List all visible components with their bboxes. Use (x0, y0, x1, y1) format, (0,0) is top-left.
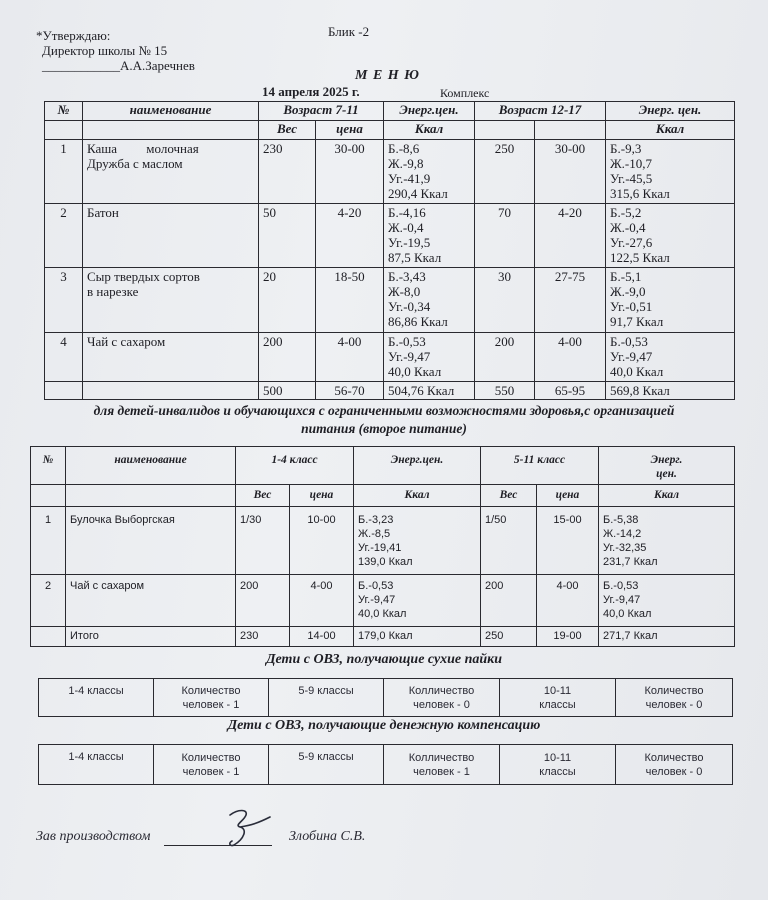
count-cell (384, 745, 500, 785)
nutrient-fat: Ж.-9,8 (388, 156, 424, 171)
dish-name: Сыр твердых сортов (87, 269, 200, 284)
price-cell: 18-50 (316, 268, 384, 333)
weight-cell: 1/50 (481, 507, 537, 575)
price-cell: 4-00 (537, 575, 599, 627)
count-value: человек - 1 (413, 765, 470, 778)
nutrient-protein: Б.-3,23 (358, 514, 394, 526)
count-cell (616, 679, 733, 717)
weight-cell: 200 (236, 575, 290, 627)
energy-kcal: 40,0 Ккал (358, 608, 407, 620)
nutrient-carbs: Уг.-9,47 (610, 349, 653, 364)
nutrient-carbs: Уг.-45,5 (610, 171, 653, 186)
nutrient-fat: Ж.-10,7 (610, 156, 653, 171)
table-header-row (45, 102, 735, 121)
nutrient-protein: Б.-5,2 (610, 205, 642, 220)
count-cell (384, 679, 500, 717)
nutrient-protein: Б.-9,3 (610, 141, 642, 156)
total-label: Итого (66, 627, 236, 647)
nutrient-fat: Ж.-9,0 (610, 284, 646, 299)
total-weight: 250 (481, 627, 537, 647)
count-label: Колличество (408, 684, 475, 697)
section2-subtitle: питания (второе питание) (301, 421, 467, 436)
menu-table-main (44, 101, 735, 400)
dish-name-cont: в нарезке (87, 284, 139, 299)
nutrient-fat: Ж.-14,2 (603, 528, 642, 540)
col-num-header: № (31, 447, 66, 485)
director-label: Директор школы № 15 (42, 43, 168, 58)
grade-range: 1-4 классы (68, 751, 124, 763)
col-class1-header: 1-4 класс (236, 447, 354, 485)
dish-name: Чай с сахаром (87, 334, 166, 349)
nutrient-protein: Б.-8,6 (388, 141, 420, 156)
count-label: Количество (181, 751, 241, 764)
weight-cell: 50 (259, 204, 316, 268)
count-value: человек - 0 (413, 698, 470, 711)
table-subheader-row (45, 121, 735, 140)
total-price: 56-70 (316, 382, 384, 400)
price-cell: 15-00 (537, 507, 599, 575)
weight-cell: 20 (259, 268, 316, 333)
total-weight: 500 (259, 382, 316, 400)
col-age1-header: Возраст 7-11 (259, 102, 384, 121)
col-name-header: наименование (83, 102, 259, 121)
price-cell: 30-00 (316, 140, 384, 204)
energy-kcal: 231,7 Ккал (603, 556, 658, 568)
nutrient-protein: Б.-5,1 (610, 269, 642, 284)
count-value: человек - 1 (182, 698, 240, 711)
dry-rations-title: Дети с ОВЗ, получающие сухие пайки (265, 652, 503, 667)
dish-name: Чай с сахаром (66, 575, 236, 627)
table-row (45, 333, 735, 382)
count-cell (616, 745, 733, 785)
energy-kcal: 315,6 Ккал (610, 186, 670, 201)
price-cell: 4-00 (290, 575, 354, 627)
nutrient-fat: Ж.-0,4 (388, 220, 424, 235)
weight-cell: 1/30 (236, 507, 290, 575)
dish-name: Батон (87, 205, 119, 220)
nutrient-carbs: Уг.-41,9 (388, 171, 431, 186)
section2-title: для детей-инвалидов и обучающихся с ограниченными возможностями здоровья,с организацией (93, 403, 675, 418)
weight-cell: 200 (259, 333, 316, 382)
col-energy1-header: Энерг.цен. (354, 447, 481, 485)
nutrient-carbs: Уг.-19,41 (358, 542, 402, 554)
energy-kcal: 122,5 Ккал (610, 250, 670, 265)
count-label: Количество (644, 684, 704, 697)
row-num: 3 (45, 268, 83, 333)
energy-kcal: 86,86 Ккал (388, 314, 448, 329)
grade-range-cont: классы (539, 765, 576, 778)
total-weight: 230 (236, 627, 290, 647)
nutrient-protein: Б.-0,53 (603, 580, 639, 592)
nutrient-fat: Ж-8,0 (388, 284, 421, 299)
nutrient-protein: Б.-0,53 (388, 334, 426, 349)
table-row (45, 140, 735, 204)
col-class2-header: 5-11 класс (481, 447, 599, 485)
col-energy2-header: Энерг. цен. (606, 102, 735, 121)
nutrient-fat: Ж.-0,4 (610, 220, 646, 235)
nutrient-protein: Б.-5,38 (603, 514, 639, 526)
col-energy2-header: Энерг. (650, 454, 683, 466)
compensation-row (39, 745, 733, 785)
grade-range: 10-11 (543, 684, 572, 697)
col-energy2-header-cont: цен. (656, 468, 677, 480)
total-kcal: 179,0 Ккал (354, 627, 481, 647)
grade-range-cont: классы (539, 698, 576, 711)
nutrient-carbs: Уг.-9,47 (388, 349, 431, 364)
col-kcal1-header: Ккал (354, 485, 481, 507)
price-cell: 4-20 (316, 204, 384, 268)
total-kcal: 504,76 Ккал (384, 382, 475, 400)
dish-name: Каша молочная (87, 141, 199, 156)
total-kcal: 569,8 Ккал (606, 382, 735, 400)
grade-range-cell (269, 745, 384, 785)
col-kcal2-header: Ккал (606, 121, 735, 140)
energy-kcal: 139,0 Ккал (358, 556, 413, 568)
col-age2-header: Возраст 12-17 (475, 102, 606, 121)
grade-range-cell (500, 745, 616, 785)
nutrient-protein: Б.-0,53 (610, 334, 648, 349)
menu-title: М Е Н Ю (355, 68, 420, 83)
count-label: Количество (181, 684, 241, 697)
total-row (45, 382, 735, 400)
total-price: 14-00 (290, 627, 354, 647)
price-cell: 30-00 (535, 140, 606, 204)
dry-rations-table (38, 678, 733, 717)
compensation-title: Дети с ОВЗ, получающие денежную компенсацию (227, 718, 541, 733)
total-price: 65-95 (535, 382, 606, 400)
row-num: 1 (45, 140, 83, 204)
col-price-header: цена (290, 485, 354, 507)
director-signature-line: ____________А.А.Заречнев (42, 58, 195, 73)
row-num: 2 (45, 204, 83, 268)
energy-kcal: 290,4 Ккал (388, 186, 448, 201)
weight-cell: 200 (481, 575, 537, 627)
nutrient-carbs: Уг.-32,35 (603, 542, 647, 554)
col-weight-header: Вес (481, 485, 537, 507)
compensation-table (38, 744, 733, 785)
grade-range-cell (39, 745, 154, 785)
energy-kcal: 40,0 Ккал (610, 364, 664, 379)
table-subheader-row (31, 485, 735, 507)
col-weight-header: Вес (259, 121, 316, 140)
row-num: 1 (31, 507, 66, 575)
weight-cell: 70 (475, 204, 535, 268)
nutrient-carbs: Уг.-19,5 (388, 235, 431, 250)
handwritten-signature (200, 805, 290, 853)
col-num-header: № (45, 102, 83, 121)
nutrient-carbs: Уг.-9,47 (603, 594, 641, 606)
total-row (31, 627, 735, 647)
table-row (45, 204, 735, 268)
grade-range-cell (500, 679, 616, 717)
nutrient-carbs: Уг.-0,34 (388, 299, 431, 314)
row-num: 4 (45, 333, 83, 382)
nutrient-carbs: Уг.-0,51 (610, 299, 653, 314)
nutrient-fat: Ж.-8,5 (358, 528, 391, 540)
energy-kcal: 91,7 Ккал (610, 314, 664, 329)
complex-label: Комплекс (440, 86, 490, 100)
nutrient-carbs: Уг.-27,6 (610, 235, 653, 250)
energy-kcal: 87,5 Ккал (388, 250, 442, 265)
table-row (31, 507, 735, 575)
price-cell: 4-00 (316, 333, 384, 382)
dish-name-cont: Дружба с маслом (87, 156, 183, 171)
total-weight: 550 (475, 382, 535, 400)
price-cell: 4-00 (535, 333, 606, 382)
nutrient-protein: Б.-0,53 (358, 580, 394, 592)
col-price-header: цена (316, 121, 384, 140)
total-kcal: 271,7 Ккал (599, 627, 735, 647)
count-cell (154, 679, 269, 717)
grade-range: 5-9 классы (298, 751, 354, 763)
row-num: 2 (31, 575, 66, 627)
grade-range: 5-9 классы (298, 685, 354, 697)
nutrient-carbs: Уг.-9,47 (358, 594, 396, 606)
footer-name: Злобина С.В. (289, 829, 366, 844)
weight-cell: 200 (475, 333, 535, 382)
energy-kcal: 40,0 Ккал (603, 608, 652, 620)
weight-cell: 30 (475, 268, 535, 333)
count-value: человек - 1 (182, 765, 240, 778)
grade-range-cell (269, 679, 384, 717)
col-price-header: цена (537, 485, 599, 507)
approve-label: *Утверждаю: (36, 28, 111, 43)
count-value: человек - 0 (645, 765, 703, 778)
menu-date: 14 апреля 2025 г. (262, 84, 360, 99)
footer-position: Зав производством (36, 829, 151, 844)
table-row (45, 268, 735, 333)
table-header-row (31, 447, 735, 485)
blank-label: Блик -2 (328, 24, 370, 39)
dish-name: Булочка Выборгская (66, 507, 236, 575)
count-cell (154, 745, 269, 785)
energy-kcal: 40,0 Ккал (388, 364, 442, 379)
dry-rations-row (39, 679, 733, 717)
table-row (31, 575, 735, 627)
total-price: 19-00 (537, 627, 599, 647)
nutrient-protein: Б.-3,43 (388, 269, 426, 284)
col-energy1-header: Энерг.цен. (384, 102, 475, 121)
weight-cell: 230 (259, 140, 316, 204)
nutrient-protein: Б.-4,16 (388, 205, 426, 220)
grade-range: 10-11 (543, 751, 572, 764)
count-label: Колличество (408, 751, 475, 764)
grade-range: 1-4 классы (68, 685, 124, 697)
price-cell: 10-00 (290, 507, 354, 575)
price-cell: 27-75 (535, 268, 606, 333)
grade-range-cell (39, 679, 154, 717)
count-value: человек - 0 (645, 698, 703, 711)
col-kcal2-header: Ккал (599, 485, 735, 507)
weight-cell: 250 (475, 140, 535, 204)
price-cell: 4-20 (535, 204, 606, 268)
menu-table-ovz (30, 446, 735, 647)
col-kcal1-header: Ккал (384, 121, 475, 140)
col-name-header: наименование (66, 447, 236, 485)
col-weight-header: Вес (236, 485, 290, 507)
count-label: Количество (644, 751, 704, 764)
